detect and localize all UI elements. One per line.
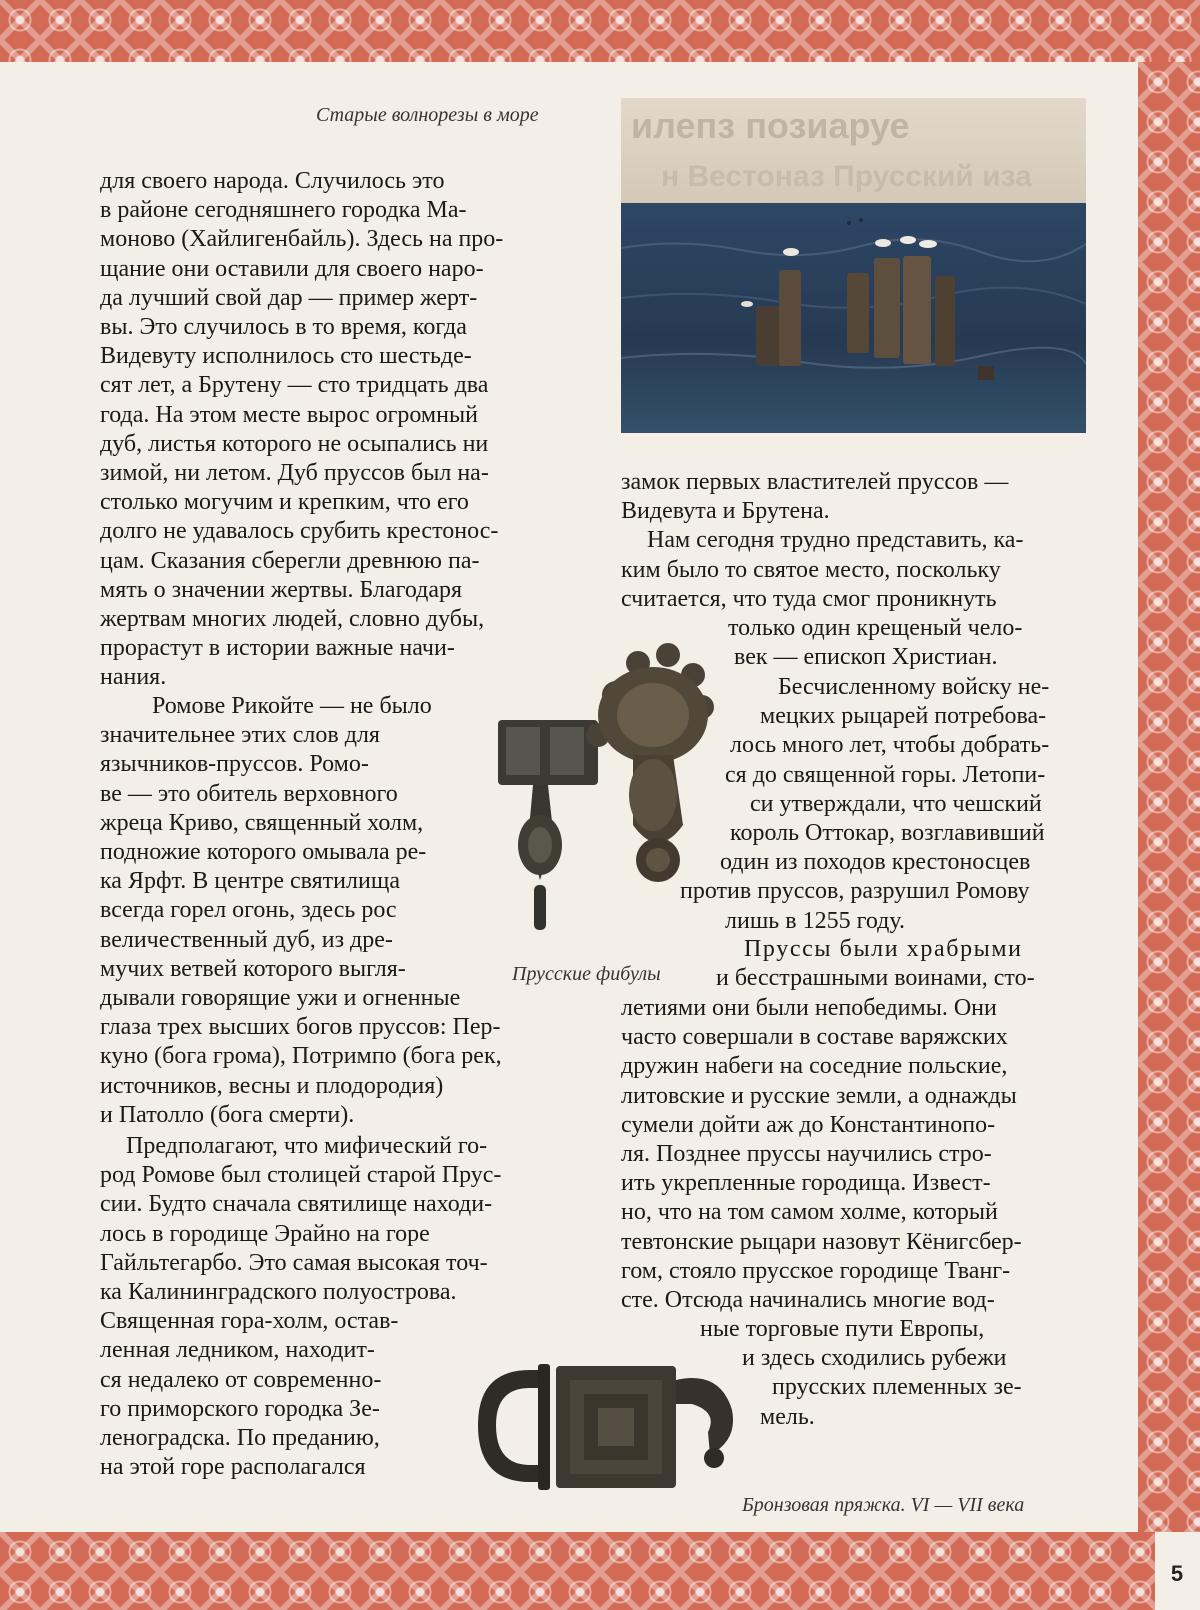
- text-line: величественный дуб, из дре-: [100, 926, 393, 953]
- ornamental-border-right: [1138, 62, 1200, 1532]
- text-line: зимой, ни летом. Дуб пруссов был на-: [100, 460, 489, 487]
- text-line: ся до священной горы. Летопи-: [725, 761, 1046, 788]
- text-line: дывали говорящие ужи и огненные: [100, 985, 461, 1012]
- text-line: значительнее этих слов для: [100, 722, 380, 749]
- text-line: Священная гора-холм, остав-: [100, 1308, 399, 1335]
- text-line: моново (Хайлигенбайль). Здесь на про-: [100, 226, 504, 253]
- right-column-paragraph-4a: [716, 935, 1063, 993]
- text-line: сии. Будто сначала святилище находи-: [100, 1191, 493, 1218]
- text-line: дуб, листья которого не осыпались ни: [100, 430, 489, 457]
- text-line: прорастут в истории важные начи-: [100, 635, 455, 662]
- ornamental-border-top: [0, 0, 1200, 62]
- text-line: ким было то святое место, поскольку: [621, 556, 1001, 583]
- text-line: глаза трех высших богов пруссов: Пер-: [100, 1014, 501, 1041]
- text-line: ленная ледником, находит-: [100, 1337, 375, 1364]
- fibulae-caption: Прусские фибулы: [512, 963, 661, 985]
- text-line: ка Калининградского полуострова.: [100, 1279, 457, 1306]
- text-line: и бесстрашными воинами, сто-: [716, 965, 1035, 992]
- text-line: замок первых властителей пруссов —: [621, 469, 1009, 495]
- text-line: Нам сегодня трудно представить, ка-: [647, 527, 1024, 554]
- right-column-paragraph-2-cont: [728, 614, 1063, 672]
- text-line: и здесь сходились рубежи: [742, 1345, 1007, 1372]
- text-line: си утверждали, что чешский: [750, 790, 1042, 817]
- text-line: щание они оставили для своего наро-: [100, 255, 484, 282]
- text-line: род Ромове был столицей старой Прус-: [100, 1162, 502, 1189]
- text-line: леноградска. По преданию,: [100, 1425, 380, 1452]
- text-line: мять о значении жертвы. Благодаря: [100, 576, 463, 603]
- text-line: летиями они были непобедимы. Они: [621, 995, 997, 1021]
- text-line: ля. Позднее пруссы научились стро-: [621, 1141, 992, 1168]
- text-line: но, что на том самом холме, который: [621, 1199, 998, 1226]
- text-line: ве — это обитель верховного: [100, 780, 398, 807]
- right-column-paragraph-4c: [700, 1315, 1063, 1432]
- text-line: мель.: [760, 1403, 815, 1430]
- text-line: да лучший свой дар — пример жерт-: [100, 284, 478, 311]
- text-line: ка Ярфт. В центре святилища: [100, 868, 400, 895]
- text-line: прусских племенных зе-: [772, 1374, 1022, 1401]
- text-line: Видевуту исполнилось сто шестьде-: [100, 343, 472, 370]
- text-line: цам. Сказания сберегли древнюю па-: [100, 547, 480, 574]
- text-line: го приморского городка Зе-: [100, 1395, 380, 1422]
- text-line: мучих ветвей которого выгля-: [100, 955, 406, 982]
- text-line: подножие которого омывала ре-: [100, 839, 427, 866]
- text-line: года. На этом месте вырос огромный: [100, 401, 478, 428]
- right-column-paragraph-1: [621, 468, 1063, 614]
- text-line: жертвам многих людей, словно дубы,: [100, 606, 485, 633]
- text-line: на этой горе располагался: [100, 1454, 366, 1481]
- page-number: 5: [1170, 1561, 1184, 1586]
- text-line: вы. Это случилось в то время, когда: [100, 314, 467, 341]
- text-line: мецких рыцарей потребова-: [760, 703, 1047, 730]
- text-line: часто совершали в составе варяжских: [621, 1024, 1008, 1051]
- text-line: лишь в 1255 году.: [725, 907, 905, 934]
- text-line: куно (бога грома), Потримпо (бога рек,: [100, 1043, 502, 1070]
- text-line: ить укрепленные городища. Извест-: [621, 1170, 991, 1197]
- text-line: дружин набеги на соседние польские,: [621, 1053, 1008, 1080]
- text-line: Бесчисленному войску не-: [778, 674, 1050, 700]
- right-column-paragraph-3: [680, 673, 1063, 936]
- text-line: король Оттокар, возглавивший: [730, 820, 1045, 847]
- text-line: Ромове Рикойте — не было: [152, 693, 432, 719]
- text-line: и Патолло (бога смерти).: [100, 1101, 355, 1128]
- text-line: язычников-пруссов. Ромо-: [100, 751, 369, 778]
- text-line: век — епископ Христиан.: [734, 644, 998, 671]
- text-line: лось много лет, чтобы добрать-: [730, 732, 1050, 759]
- text-line: всегда горел огонь, здесь рос: [100, 897, 397, 924]
- photo-caption: Старые волнорезы в море: [316, 104, 539, 126]
- text-line: сумели дойти аж до Константинопо-: [621, 1111, 996, 1138]
- text-line: в районе сегодняшнего городка Ма-: [100, 197, 467, 224]
- text-line: Пруссы были храбрыми: [744, 936, 1023, 962]
- bronze-buckle-image: [470, 1360, 745, 1495]
- text-line: считается, что туда смог проникнуть: [621, 585, 997, 612]
- left-column-paragraph-1: [100, 167, 572, 693]
- text-line: литовские и русские земли, а однажды: [621, 1082, 1017, 1109]
- text-line: тевтонские рыцари назовут Кёнигсбер-: [621, 1228, 1022, 1255]
- text-line: гом, стояло прусское городище Тванг-: [621, 1257, 1011, 1284]
- text-line: Предполагают, что мифический го-: [126, 1133, 488, 1159]
- text-line: ные торговые пути Европы,: [700, 1316, 985, 1342]
- photo-bleedthrough-text-1: илепз позиаруе: [631, 105, 910, 146]
- buckle-caption: Бронзовая пряжка. VI — VII века: [742, 1494, 1025, 1516]
- text-line: Гайльтегарбо. Это самая высокая точ-: [100, 1249, 488, 1276]
- text-line: источников, весны и плодородия): [100, 1072, 444, 1099]
- text-line: лось в городище Эрайно на горе: [100, 1220, 430, 1247]
- text-line: против пруссов, разрушил Ромову: [680, 878, 1030, 905]
- text-line: ся недалеко от современно-: [100, 1366, 382, 1393]
- breakwater-photo: [621, 98, 1086, 433]
- text-line: долго не удавалось срубить крестонос-: [100, 518, 499, 545]
- text-line: сят лет, а Брутену — сто тридцать два: [100, 372, 489, 399]
- text-line: столько могучим и крепким, что его: [100, 489, 469, 516]
- ornamental-border-bottom: [0, 1532, 1155, 1610]
- text-line: сте. Отсюда начинались многие вод-: [621, 1287, 995, 1314]
- text-line: жреца Криво, священный холм,: [100, 809, 424, 836]
- photo-bleedthrough-text-2: н Вестоназ Прусский иза: [661, 160, 1032, 193]
- text-line: для своего народа. Случилось это: [100, 168, 445, 194]
- text-line: один из походов крестоносцев: [720, 849, 1031, 876]
- right-column-paragraph-4b: [621, 994, 1063, 1315]
- text-line: Видевута и Брутена.: [621, 498, 830, 525]
- text-line: нания.: [100, 664, 167, 691]
- text-line: только один крещеный чело-: [728, 615, 1023, 641]
